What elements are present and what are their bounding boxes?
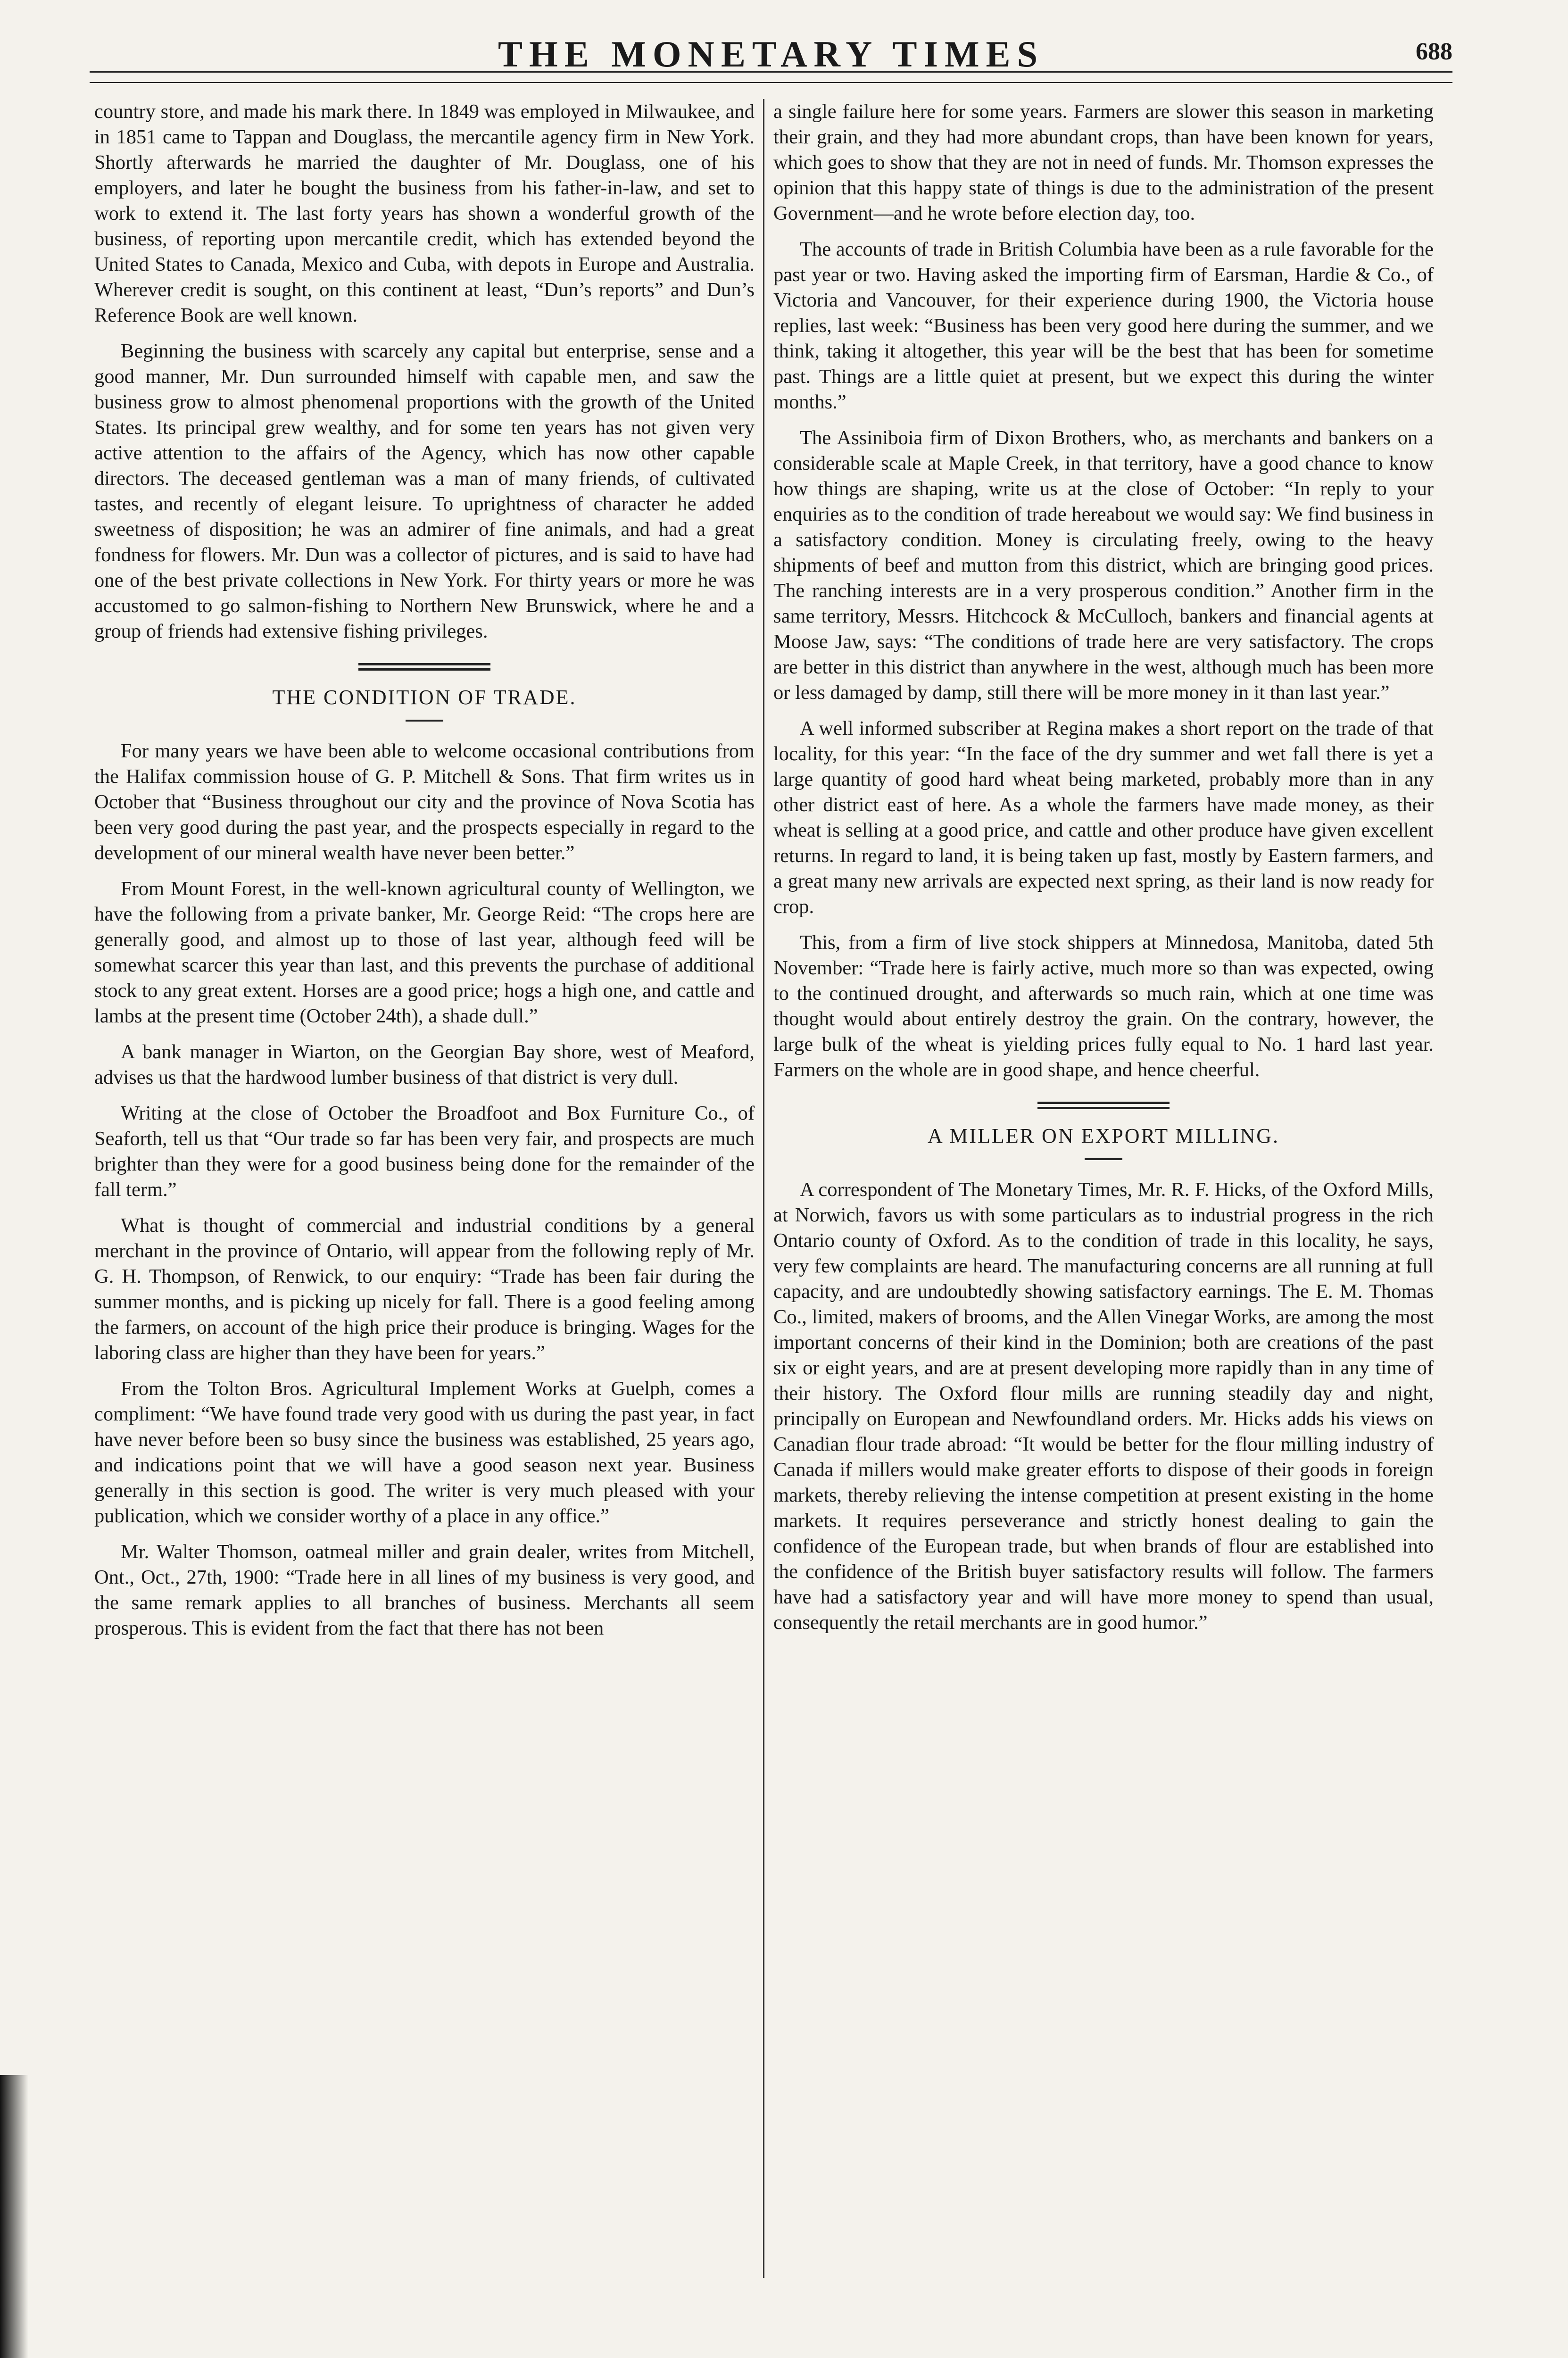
title-dash bbox=[1085, 1158, 1122, 1160]
paragraph: The accounts of trade in British Columbia have been as a rule favorable for the past year or two. Having asked the importing firm of Earsman, Hardie & Co., of Victoria and Vancouver, for their experience during 1900, the Victoria house replies, last week: “Business has been very good here during the summer, and we think, taking it altogether, this year will be the best that has been for sometime past. Things are a little quiet at present, but we expect this during the winter months.” bbox=[773, 238, 1434, 413]
page-number: 688 bbox=[1416, 38, 1452, 65]
paragraph: The Assiniboia firm of Dixon Brothers, who, as merchants and bankers on a considerable scale at Maple Creek, in that territory, have a good chance to know how things are shaping, write us at the close of October: “In reply to your enquiries as to the condition of trade hereabout we would say: We find business in a satisfactory condition. Money is circulating freely, owing to the heavy shipments of beef and mutton from this district, which are bringing good prices. The ranching interests are in a very prosperous condition.” Another firm in the same territory, Messrs. Hitchcock & McCulloch, bankers and financial agents at Moose Jaw, says: “The conditions of trade here are very satisfactory. The crops are better in this district than anywhere in the west, although much has been more or less damaged by damp, still there will be more money in it than last year.” bbox=[773, 427, 1434, 704]
title-dash bbox=[406, 720, 443, 722]
paragraph: From the Tolton Bros. Agricultural Implement Works at Guelph, comes a compliment: “We have found trade very good with us during the past year, in fact have never before been so busy since the business was established, 25 years ago, and indications point that we will have a good season next year. Business generally in this section is good. The writer is very much pleased with your publication, which we consider worthy of a place in any office.” bbox=[94, 1378, 755, 1527]
paragraph: For many years we have been able to welcome occasional contributions from the Halifax commission house of G. P. Mitchell & Sons. That firm writes us in October that “Business throughout our city and the province of Nova Scotia has been very good during the past year, and the prospects especially in regard to the development of our mineral wealth have never been better.” bbox=[94, 740, 755, 864]
section-title-condition-of-trade: THE CONDITION OF TRADE. bbox=[272, 686, 577, 709]
paragraph: a single failure here for some years. Farmers are slower this season in marketing their grain, and they had more abundant crops, than have been known for years, which goes to show that they are not in need of funds. Mr. Thomson expresses the opinion that this happy state of things is due to the administration of the present Government—and he wrote before election day, too. bbox=[773, 100, 1434, 224]
paragraph: Writing at the close of October the Broadfoot and Box Furniture Co., of Seaforth, tell us that “Our trade so far has been very fair, and prospects are much brighter than they were for a good business being done for the remainder of the fall term.” bbox=[94, 1102, 755, 1201]
header-rule bbox=[90, 71, 1452, 83]
paragraph: Beginning the business with scarcely any capital but enterprise, sense and a good manner, Mr. Dun surrounded himself with capable men, and saw the business grow to almost phenomenal proportions with the growth of the United States. Its principal grew wealthy, and for some ten years has not given very active attention to the affairs of the Agency, which has now other capable directors. The deceased gentleman was a man of many friends, of cultivated tastes, and recently of elegant leisure. To uprightness of character he added sweetness of disposition; he was an admirer of fine animals, and had a great fondness for flowers. Mr. Dun was a collector of pictures, and is said to have had one of the best private collections in New York. For thirty years or more he was accustomed to go salmon-fishing to Northern New Brunswick, where he and a group of friends had extensive fishing privileges. bbox=[94, 340, 755, 642]
paragraph: country store, and made his mark there. In 1849 was employed in Milwaukee, and in 1851 came to Tappan and Douglass, the mercantile agency firm in New York. Shortly afterwards he married the daughter of Mr. Douglass, one of his employers, and later he bought the business from his father-in-law, and set to work to extend it. The last forty years has shown a wonderful growth of the business, of reporting upon mercantile credit, which has extended beyond the United States to Canada, Mexico and Cuba, with depots in Europe and Australia. Wherever credit is sought, on this continent at least, “Dun’s reports” and Dun’s Reference Book are well known. bbox=[94, 100, 755, 326]
paragraph: A bank manager in Wiarton, on the Georgian Bay shore, west of Meaford, advises us that the hardwood lumber business of that district is very dull. bbox=[94, 1041, 755, 1088]
page-edge-shadow bbox=[0, 2075, 28, 2358]
paragraph: A well informed subscriber at Regina makes a short report on the trade of that locality, for this year: “In the face of the dry summer and wet fall there is yet a large quantity of good hard wheat being marketed, probably more than in any other district east of here. As a whole the farmers have made money, as their wheat is selling at a good price, and cattle and other produce have given excellent returns. In regard to land, it is being taken up fast, mostly by Eastern farmers, and a great many new arrivals are expected next spring, as their land is now ready for crop. bbox=[773, 717, 1434, 918]
section-divider bbox=[358, 663, 490, 671]
section-title-miller-export: A MILLER ON EXPORT MILLING. bbox=[927, 1124, 1280, 1147]
section-divider bbox=[1037, 1102, 1170, 1109]
column-divider bbox=[763, 99, 764, 2278]
paragraph: Mr. Walter Thomson, oatmeal miller and grain dealer, writes from Mitchell, Ont., Oct., 27th, 1900: “Trade here in all lines of my business is very good, and the same remark applies to all branches of business. Merchants all seem prosperous. This is evident from the fact that there has not been bbox=[94, 1541, 755, 1639]
paragraph: A correspondent of The Monetary Times, Mr. R. F. Hicks, of the Oxford Mills, at Norwich, favors us with some particulars as to industrial progress in the rich Ontario county of Oxford. As to the condition of trade in this locality, he says, very few complaints are heard. The manufacturing concerns are all running at full capacity, and are undoubtedly showing satisfactory earnings. The E. M. Thomas Co., limited, makers of brooms, and the Allen Vinegar Works, are among the most important concerns of their kind in the Dominion; both are creations of the past six or eight years, and are at present developing more rapidly than in any time of their history. The Oxford flour mills are running steadily day and night, principally on European and Newfoundland orders. Mr. Hicks adds his views on Canadian flour trade abroad: “It would be better for the flour milling industry of Canada if millers would make greater efforts to dispose of their goods in foreign markets, thereby relieving the intense competition at present existing in the home markets. It requires perseverance and strictly honest dealing to gain the confidence of the European trade, but when brands of flour are established into the confidence of the British buyer satisfactory results will follow. The farmers have had a satisfactory year and will have more money to spend than usual, consequently the retail merchants are in good humor.” bbox=[773, 1179, 1434, 1634]
left-column bbox=[94, 99, 755, 1652]
paragraph: This, from a firm of live stock shippers at Minnedosa, Manitoba, dated 5th November: “Trade here is fairly active, much more so than was expected, owing to the continued drought, and afterwards so much rain, which at one time was thought would about entirely destroy the grain. On the contrary, however, the large bulk of the wheat is yielding prices fully equal to No. 1 hard last year. Farmers on the whole are in good shape, and hence cheerful. bbox=[773, 931, 1434, 1081]
masthead-title: THE MONETARY TIMES bbox=[498, 33, 1044, 75]
right-column bbox=[773, 99, 1434, 1646]
paragraph: What is thought of commercial and industrial conditions by a general merchant in the province of Ontario, will appear from the following reply of Mr. G. H. Thompson, of Renwick, to our enquiry: “Trade has been fair during the summer months, and is picking up nicely for fall. There is a good feeling among the farmers, on account of the high price their produce is bringing. Wages for the laboring class are higher than they have been for years.” bbox=[94, 1214, 755, 1364]
paragraph: From Mount Forest, in the well-known agricultural county of Wellington, we have the following from a private banker, Mr. George Reid: “The crops here are generally good, and almost up to those of last year, although feed will be somewhat scarcer this year than last, and this prevents the purchase of additional stock to any great extent. Horses are a good price; hogs a high one, and cattle and lambs at the present time (October 24th), a shade dull.” bbox=[94, 878, 755, 1027]
